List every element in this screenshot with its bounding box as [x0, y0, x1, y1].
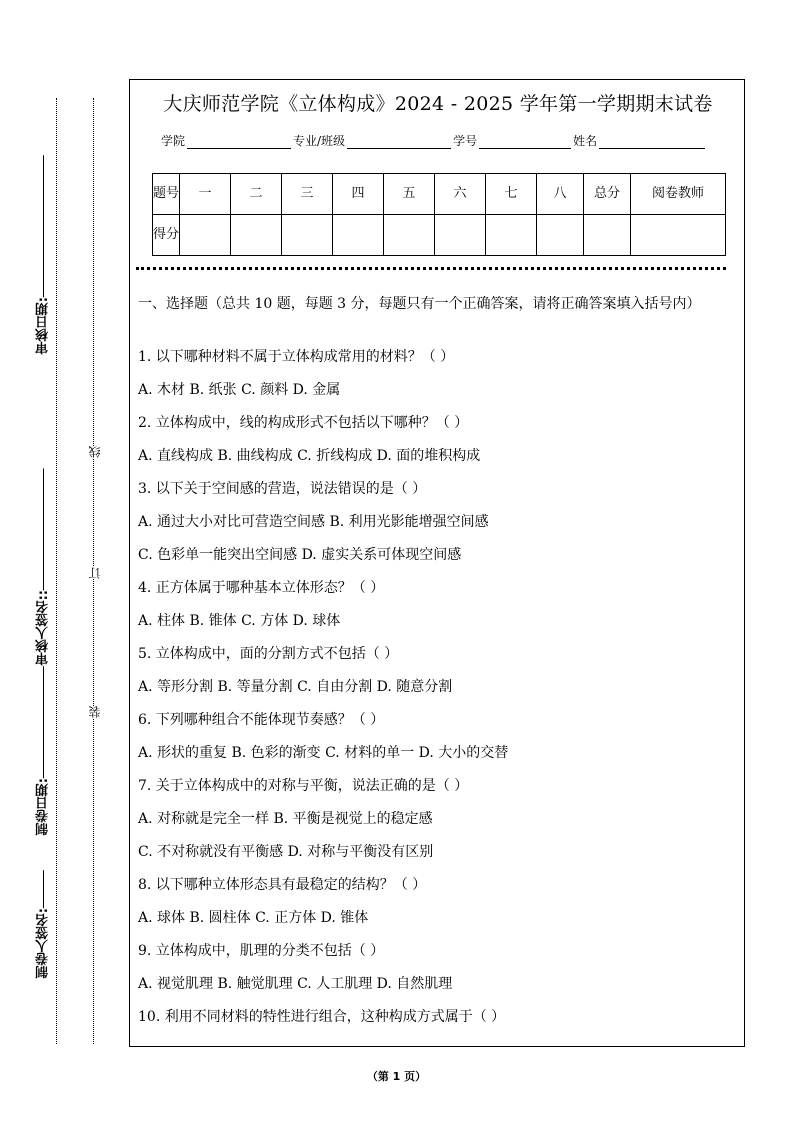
score-col-8: 八: [537, 174, 584, 215]
question-line: 1. 以下哪种材料不属于立体构成常用的材料？（ ）: [138, 349, 455, 365]
score-cell[interactable]: [333, 215, 384, 256]
score-col-4: 四: [333, 174, 384, 215]
score-cell-total[interactable]: [584, 215, 631, 256]
question-line: 4. 正方体属于哪种基本立体形态？（ ）: [138, 580, 385, 596]
question-options: A. 等形分割 B. 等量分割 C. 自由分割 D. 随意分割: [138, 679, 453, 695]
maker-signature-line: [43, 870, 44, 908]
question-options: C. 不对称就没有平衡感 D. 对称与平衡没有区别: [138, 844, 434, 860]
student-info-row: [161, 132, 707, 149]
question-options: A. 对称就是完全一样 B. 平衡是视觉上的稳定感: [138, 811, 433, 827]
college-label: 学院: [161, 134, 186, 148]
question-options: A. 柱体 B. 锥体 C. 方体 D. 球体: [138, 613, 341, 629]
make-date-label: 制卷日期:: [36, 778, 51, 836]
question-line: 10. 利用不同材料的特性进行组合，这种构成方式属于（ ）: [138, 1009, 506, 1025]
question-options: A. 通过大小对比可营造空间感 B. 利用光影能增强空间感: [138, 514, 489, 530]
question-options: A. 视觉肌理 B. 触觉肌理 C. 人工肌理 D. 自然肌理: [138, 976, 453, 992]
page-number: （第 1 页）: [366, 1070, 427, 1083]
major-field[interactable]: [347, 135, 451, 149]
score-cell[interactable]: [384, 215, 435, 256]
question-line: 5. 立体构成中，面的分割方式不包括（ ）: [138, 646, 399, 662]
question-number-label: 题号: [153, 174, 180, 215]
question-options: A. 直线构成 B. 曲线构成 C. 折线构成 D. 面的堆积构成: [138, 448, 481, 464]
make-date-line: [43, 666, 44, 778]
student-id-label: 学号: [453, 134, 478, 148]
score-col-2: 二: [231, 174, 282, 215]
section-1-instructions: 一、选择题（总共 10 题，每题 3 分，每题只有一个正确答案，请将正确答案填入括号内）: [138, 296, 701, 312]
score-table: [152, 173, 726, 256]
question-options: A. 球体 B. 圆柱体 C. 正方体 D. 锥体: [138, 910, 369, 926]
score-col-1: 一: [180, 174, 231, 215]
major-label: 专业/班级: [293, 134, 346, 148]
reviewer-signature-line: [43, 468, 44, 590]
review-date-field[interactable]: [34, 155, 53, 354]
score-cell[interactable]: [282, 215, 333, 256]
question-options: C. 色彩单一能突出空间感 D. 虚实关系可体现空间感: [138, 547, 462, 563]
question-line: 3. 以下关于空间感的营造，说法错误的是（ ）: [138, 481, 427, 497]
review-date-label: 审核日期:: [36, 297, 51, 355]
grader-cell[interactable]: [631, 215, 726, 256]
score-cell[interactable]: [231, 215, 282, 256]
question-line: 9. 立体构成中，肌理的分类不包括（ ）: [138, 943, 385, 959]
question-line: 7. 关于立体构成中的对称与平衡，说法正确的是（ ）: [138, 778, 469, 794]
score-cell[interactable]: [435, 215, 486, 256]
score-table-header-row: [153, 174, 726, 215]
maker-signature-field[interactable]: [34, 870, 53, 978]
section-divider: [136, 267, 726, 270]
score-col-5: 五: [384, 174, 435, 215]
exam-paper-frame: [129, 79, 745, 1047]
question-options: A. 木材 B. 纸张 C. 颜料 D. 金属: [138, 382, 341, 398]
cut-mark-zhuang: 装: [88, 706, 102, 718]
score-table-score-row: [153, 215, 726, 256]
reviewer-signature-field[interactable]: [34, 468, 53, 665]
question-options: A. 形状的重复 B. 色彩的渐变 C. 材料的单一 D. 大小的交替: [138, 745, 509, 761]
score-col-3: 三: [282, 174, 333, 215]
score-cell[interactable]: [537, 215, 584, 256]
exam-title: 大庆师范学院《立体构成》2024 - 2025 学年第一学期期末试卷: [163, 93, 713, 115]
score-label: 得分: [153, 215, 180, 256]
cut-mark-ding: 订: [88, 567, 102, 579]
score-cell[interactable]: [180, 215, 231, 256]
question-line: 6. 下列哪种组合不能体现节奏感？（ ）: [138, 712, 385, 728]
score-cell[interactable]: [486, 215, 537, 256]
grader-label: 阅卷教师: [631, 174, 726, 215]
make-date-field[interactable]: [34, 666, 53, 835]
score-col-total: 总分: [584, 174, 631, 215]
score-col-6: 六: [435, 174, 486, 215]
name-field[interactable]: [599, 135, 705, 149]
reviewer-signature-label: 审核人签名::: [36, 590, 51, 666]
review-date-line: [43, 155, 44, 297]
name-label: 姓名: [573, 134, 598, 148]
score-col-7: 七: [486, 174, 537, 215]
student-id-field[interactable]: [479, 135, 571, 149]
maker-signature-label: 制卷人签名:: [36, 908, 51, 979]
question-line: 8. 以下哪种立体形态具有最稳定的结构？（ ）: [138, 877, 427, 893]
question-line: 2. 立体构成中，线的构成形式不包括以下哪种？（ ）: [138, 415, 469, 431]
cut-mark-xian: 线: [88, 446, 102, 458]
college-field[interactable]: [187, 135, 291, 149]
binding-dotted-line-outer: [56, 98, 57, 1044]
